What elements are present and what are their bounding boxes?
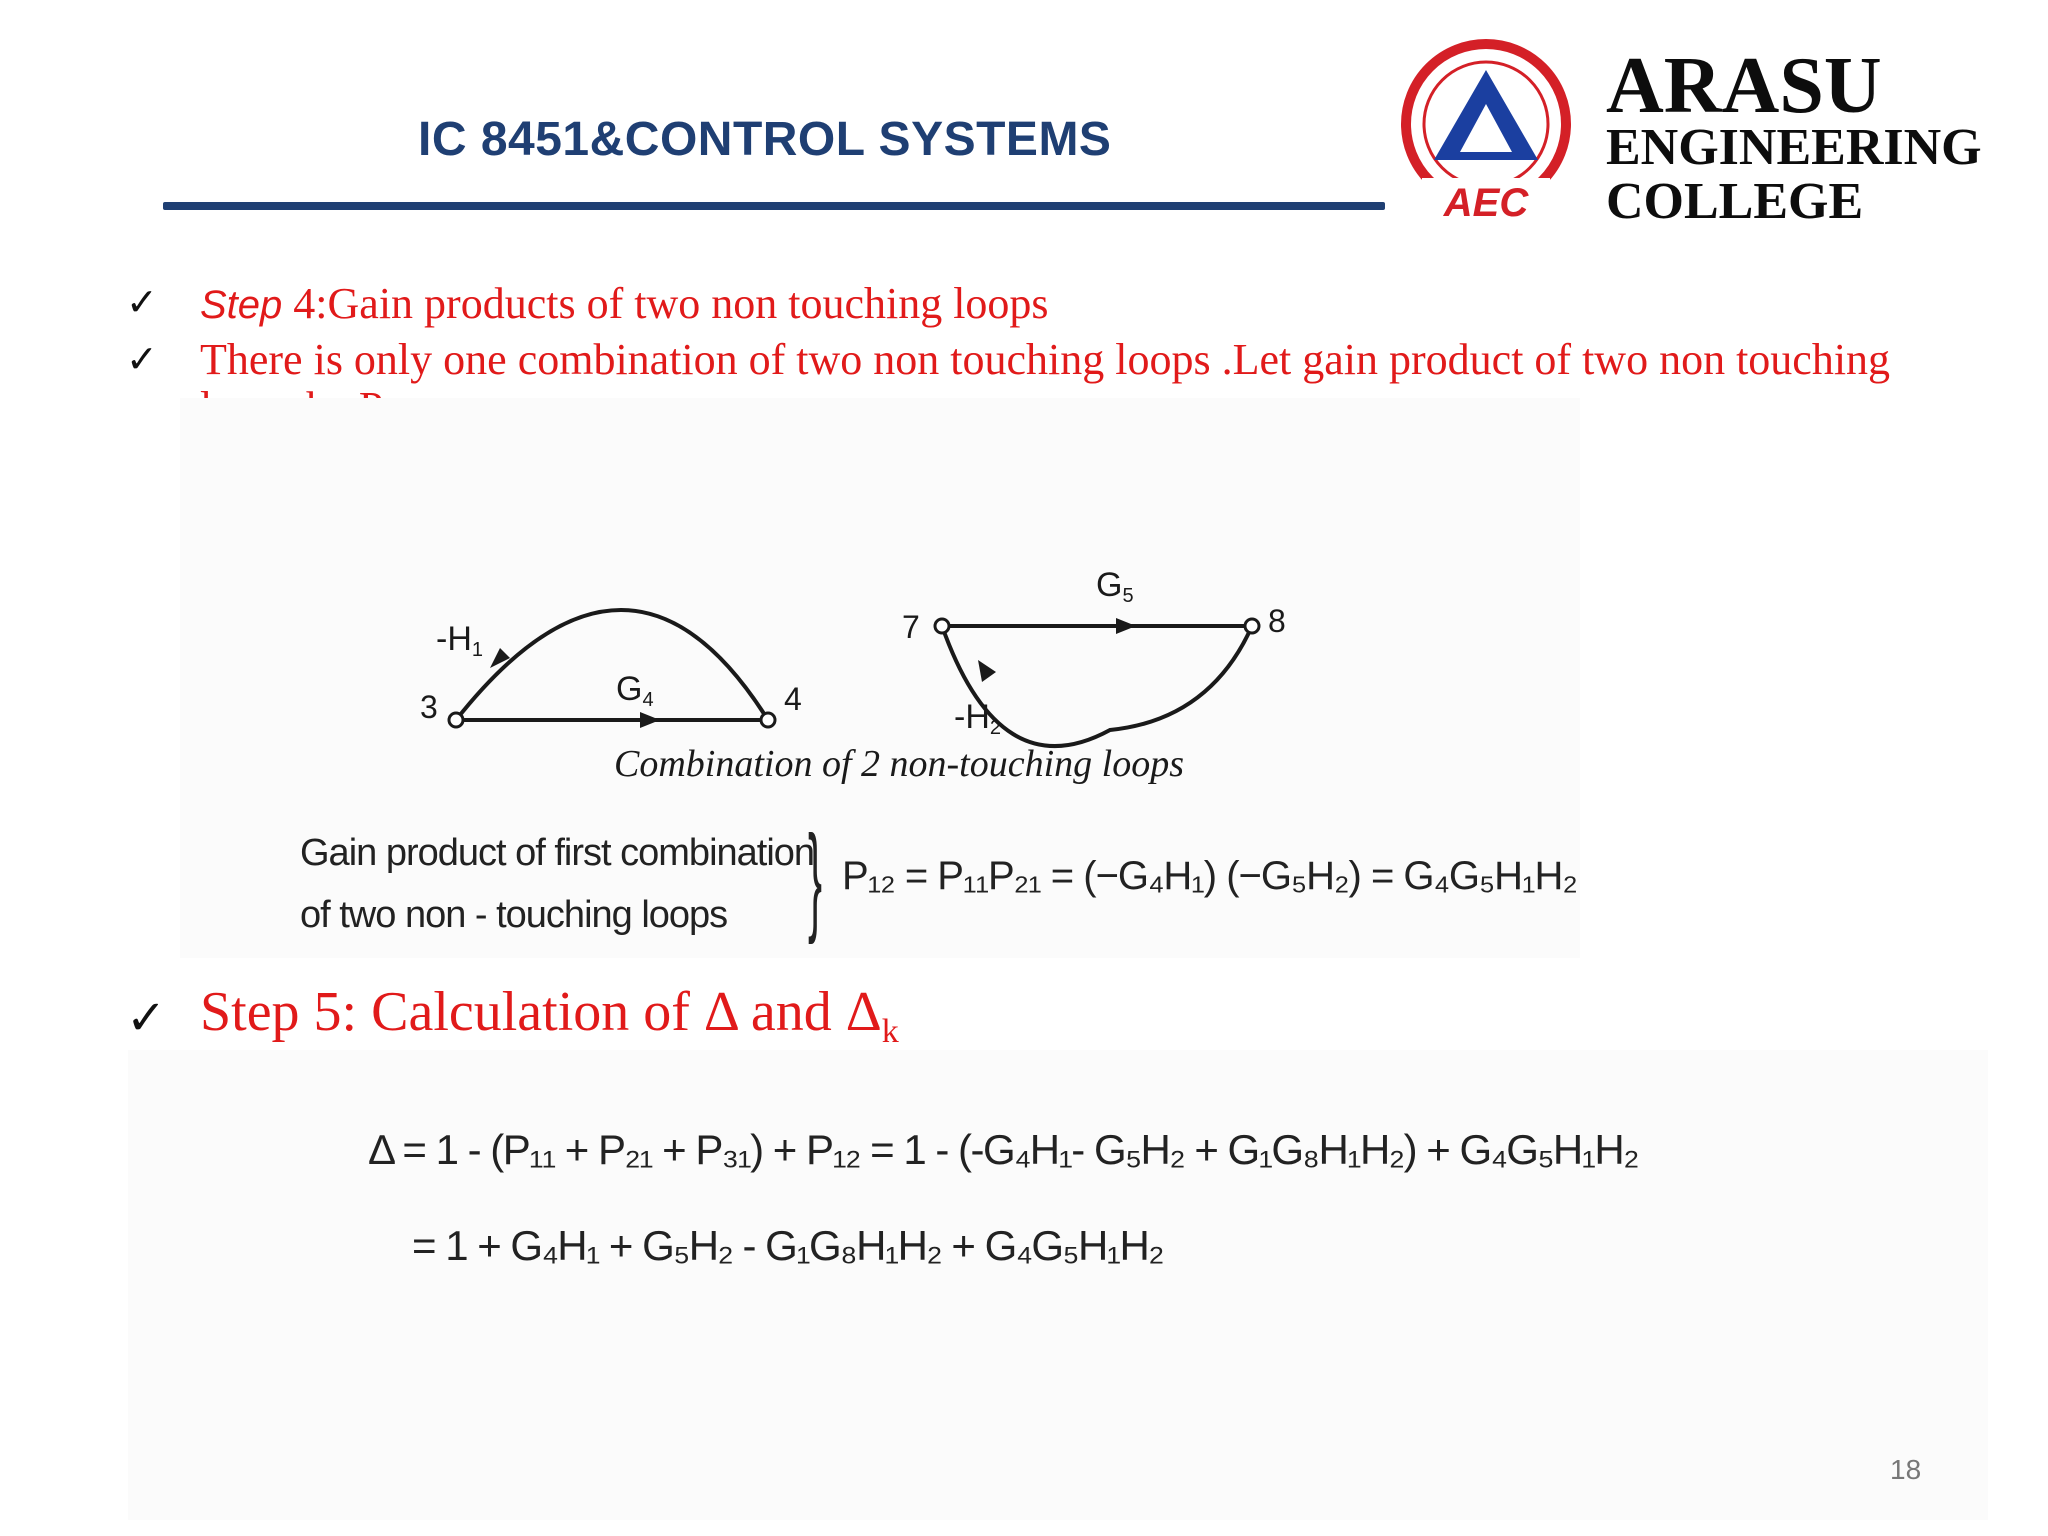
page-number: 18 <box>1890 1454 1922 1485</box>
loop-1 <box>420 610 802 728</box>
forward-arrow-icon <box>1116 618 1136 634</box>
node-7 <box>935 619 949 633</box>
logo-abbrev: AEC <box>1443 181 1529 225</box>
branch-gain-label: -H2 <box>954 698 1002 739</box>
curly-brace-icon: } <box>808 811 823 945</box>
college-name-line2: ENGINEERING <box>1606 119 1982 176</box>
step5-text: Step 5: Calculation of Δ and Δ <box>200 981 882 1043</box>
college-logo <box>1398 28 1574 228</box>
branch-gain-label: G5 <box>1096 566 1134 607</box>
step4-bullet <box>200 278 1049 329</box>
node-label: 8 <box>1268 603 1286 639</box>
branch-gain-label: -H1 <box>436 620 484 661</box>
delta-equation-line2: = 1 + G₄H₁ + G₅H₂ - G₁G₈H₁H₂ + G₄G₅H₁H₂ <box>412 1222 1164 1269</box>
loop-2 <box>902 566 1286 746</box>
college-name-line1: ARASU <box>1606 42 1882 130</box>
checkmark-icon: ✓ <box>126 337 158 381</box>
header-divider <box>163 202 1385 210</box>
college-name-line3: COLLEGE <box>1606 173 1864 230</box>
step5-bullet <box>200 980 899 1051</box>
non-touching-loops-diagram <box>350 540 1350 800</box>
feedback-arrow-icon <box>978 660 996 682</box>
branch-gain-label: G4 <box>616 670 654 711</box>
node-8 <box>1245 619 1259 633</box>
forward-arrow-icon <box>640 712 660 728</box>
delta-equation-line1: Δ = 1 - (P₁₁ + P₂₁ + P₃₁) + P₁₂ = 1 - (-G₄H₁- G₅H₂ + G₁G₈H₁H₂) + G₄G₅H₁H₂ <box>368 1126 1638 1173</box>
gain-product-label-line2: of two non - touching loops <box>300 894 728 936</box>
checkmark-icon: ✓ <box>126 990 167 1046</box>
node-label: 4 <box>784 681 802 717</box>
scanned-equation-background <box>128 1050 1988 1520</box>
gain-product-label <box>300 822 814 946</box>
step4-text: 4:Gain products of two non touching loops <box>282 279 1049 328</box>
course-title: IC 8451&CONTROL SYSTEMS <box>418 113 1112 166</box>
node-3 <box>449 713 463 727</box>
node-4 <box>761 713 775 727</box>
step-word: Step <box>200 283 283 327</box>
step5-subscript: k <box>881 1013 899 1050</box>
gain-product-equation: P₁₂ = P₁₁P₂₁ = (−G₄H₁) (−G₅H₂) = G₄G₅H₁H₂ <box>842 854 1577 898</box>
checkmark-icon: ✓ <box>126 280 158 324</box>
combo-text: There is only one combination of two non touching loops .Let gain product of two non touching <box>200 335 1891 384</box>
diagram-caption: Combination of 2 non-touching loops <box>614 743 1184 785</box>
gain-product-label-line1: Gain product of first combination <box>300 832 815 874</box>
node-label: 7 <box>902 609 920 645</box>
node-label: 3 <box>420 689 438 725</box>
